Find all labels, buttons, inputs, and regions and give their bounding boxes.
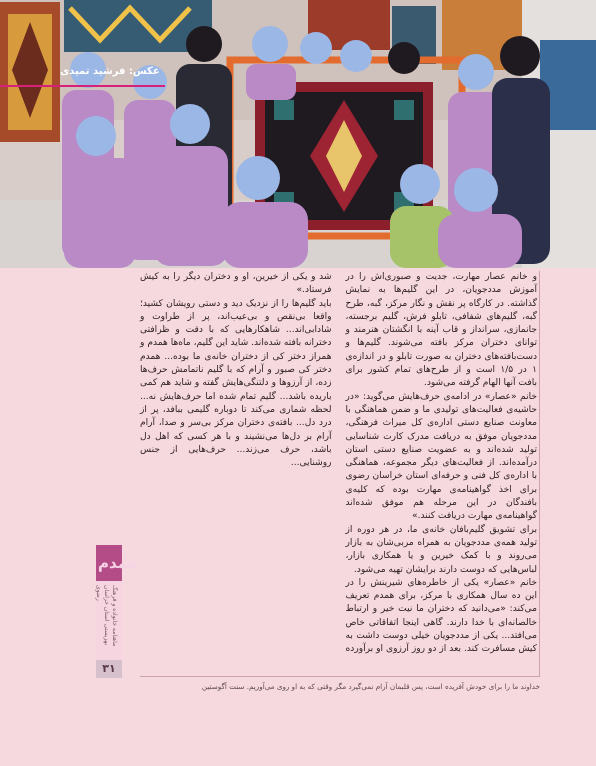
paragraph-2: خانم «عصار» در ادامه‌ی حرف‌هایش می‌گوید: «در حاشیه‌ی فعالیت‌های تولیدی ما و ضمن هماهنگی با معاونت صنایع دستی اداره‌ی کل میراث فرهنگی، مددجویان موفق به دریافت مدرک کارت شناسایی تولید شده‌اند و به عضویت صنایع دستی استان درآمده‌اند. از فعالیت‌های دیگر مجموعه، هماهنگی با اداره‌ی کل فنی و حرفه‌ای استان خراسان رضوی برای اخذ گواهینامه‌ی مهارت بوده که کلیه‌ی بافندگان در این مرحله هم موفق شده‌اند گواهینامه‌ی مهارت دریافت کنند.» <box>345 391 537 522</box>
wall-rug-left <box>0 2 60 142</box>
article-body <box>140 271 540 677</box>
paragraph-3: برای تشویق گلیم‌بافان خانه‌ی ما، در هر دوره از تولید همه‌ی مددجویان به همراه مربی‌شان به بازار می‌روند و با کمک خیرین و یا همکاری بازار، لباس‌هایی که دوست دارند برایشان تهیه می‌شود. <box>345 524 537 575</box>
vertical-magazine-text: ماهنامه خانواده و فرهنگ بهزیستی استان خراسان رضوی <box>95 585 118 647</box>
page-number: ۳۱ <box>96 660 122 678</box>
footnote-quote: خداوند ما را برای خودش آفریده است، پس قلبمان آرام نمی‌گیرد مگر وقتی که به او روی می‌آوریم. سنت آگوستین <box>201 682 540 691</box>
photo-credit: عکس: فرشید تمیدی <box>60 66 160 77</box>
paragraph-1: و خانم عصار مهارت، جدیت و صبوری‌اش را در آموزش مددجویان، در این گلیم‌ها به نمایش گذاشته. در کارگاه پر نقش و نگار مرکز، گبه، طرح گبه، گلیم‌های شفافی، تابلو فرش، گلیم برجسته، جانمازی، سرانداز و قاب آینه با انگشتان هنرمند و توانای دختران مرکز بافته می‌شوند. گلیم‌ها و دست‌بافته‌های دختران به صورت تابلو و در اندازه‌ی ۱ در ۱/۵ است و از طرح‌های تمام کشور برای بافت آنها الهام گرفته می‌شود. <box>345 272 537 389</box>
magazine-side-tab <box>95 545 139 660</box>
paragraph-4: خانم «عصار» یکی از خاطره‌های شیرینش را در این ده سال همکاری با مرکز، برای همدم تعریف می‌کند: «می‌دانید که دختران ما نیت خیر و ارتباط خالصانه‌ای با خدا دارند. گاهی اینجا اتفاقاتی خاص می‌افتد... یکی از مددجویان خیلی دوست داشت به کیش مسافرت کند. بعد از دو روز آرزوی او برآورده شد و یکی از خیرین، او و دختران دیگر را به کیش فرستاد.» <box>140 272 537 655</box>
photo-illustration <box>0 0 596 268</box>
magazine-logo: همدم <box>98 554 139 572</box>
paragraph-5: باید گلیم‌ها را از نزدیک دید و دستی رویشان کشید؛ واقعا بی‌نقص و بی‌عیب‌اند، پر از طراوت و شادابی‌اند... شاهکارهایی که با دقت و ظرافتی دخترانه بافته شده‌اند. شاید این گلیم، ماه‌ها همدم و همراز دختر کی از دختران خانه‌ی ما بوده... همدم دختر کی صبور و آرام که با گلیم ناتمامش حرف‌ها زده، از آرزوها و دلتنگی‌هایش گفته و شاید هم کمی باریده باشد... گلیم تمام شده اما حرف‌هایش نه... لحظه شماری می‌کند تا دوباره گلیمی ببافد، پر از درد دل... بافته‌ی دختران مرکز بی‌سر و صدا، آرام آرام بر دل‌ها می‌نشیند و با هر کسی که اهل دل باشد، حرف می‌زند... حرف‌هایی از جنس روشنایی... <box>140 298 332 469</box>
group-photo <box>0 0 596 268</box>
decorative-rule <box>0 85 165 87</box>
